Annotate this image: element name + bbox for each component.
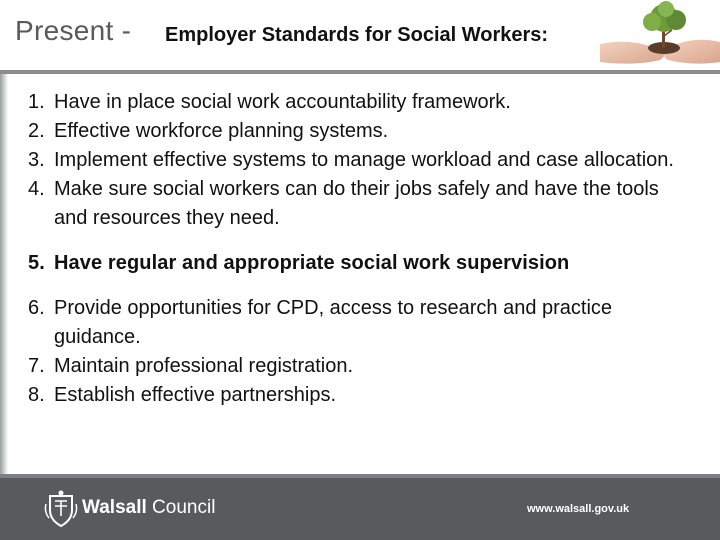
list-item-highlighted (28, 249, 688, 278)
header-divider (0, 70, 720, 74)
list-item-text: Maintain professional registration. (54, 355, 354, 377)
list-item-text: Implement effective systems to manage workload and case allocation. (54, 149, 674, 171)
slide-header (0, 0, 720, 72)
list-item-number: 7. (28, 355, 45, 377)
list-item (28, 352, 688, 381)
list-item-number: 3. (28, 149, 45, 171)
list-item (28, 294, 688, 352)
list-item-number: 5. (28, 252, 45, 274)
list-item (28, 88, 688, 117)
list-item-text: Have in place social work accountability framework. (54, 91, 511, 113)
standards-list (28, 88, 688, 410)
list-item (28, 381, 688, 410)
walsall-crest-icon (44, 490, 78, 528)
list-item-number: 6. (28, 297, 45, 319)
left-edge-shading (0, 74, 8, 474)
list-item-number: 1. (28, 91, 45, 113)
walsall-council-logo-text (82, 497, 215, 519)
list-item (28, 175, 688, 233)
list-item (28, 117, 688, 146)
list-item-number: 8. (28, 384, 45, 406)
list-item-text: Effective workforce planning systems. (54, 120, 389, 142)
list-item-number: 2. (28, 120, 45, 142)
list-item-text: Have regular and appropriate social work supervision (54, 252, 570, 274)
slide-title: Present - (15, 15, 132, 46)
logo-brand-light: Council (152, 497, 216, 518)
logo-brand-bold: Walsall (82, 497, 147, 518)
list-item-number: 4. (28, 178, 45, 200)
list-item (28, 146, 688, 175)
slide-subtitle: Employer Standards for Social Workers: (165, 24, 549, 46)
list-item-text: Provide opportunities for CPD, access to research and practice guidance. (54, 297, 613, 348)
hands-holding-tree-image (600, 0, 720, 70)
list-item-text: Make sure social workers can do their jobs safely and have the tools and resources they need. (54, 178, 659, 229)
website-url[interactable]: www.walsall.gov.uk (527, 503, 630, 515)
list-item-text: Establish effective partnerships. (54, 384, 337, 406)
